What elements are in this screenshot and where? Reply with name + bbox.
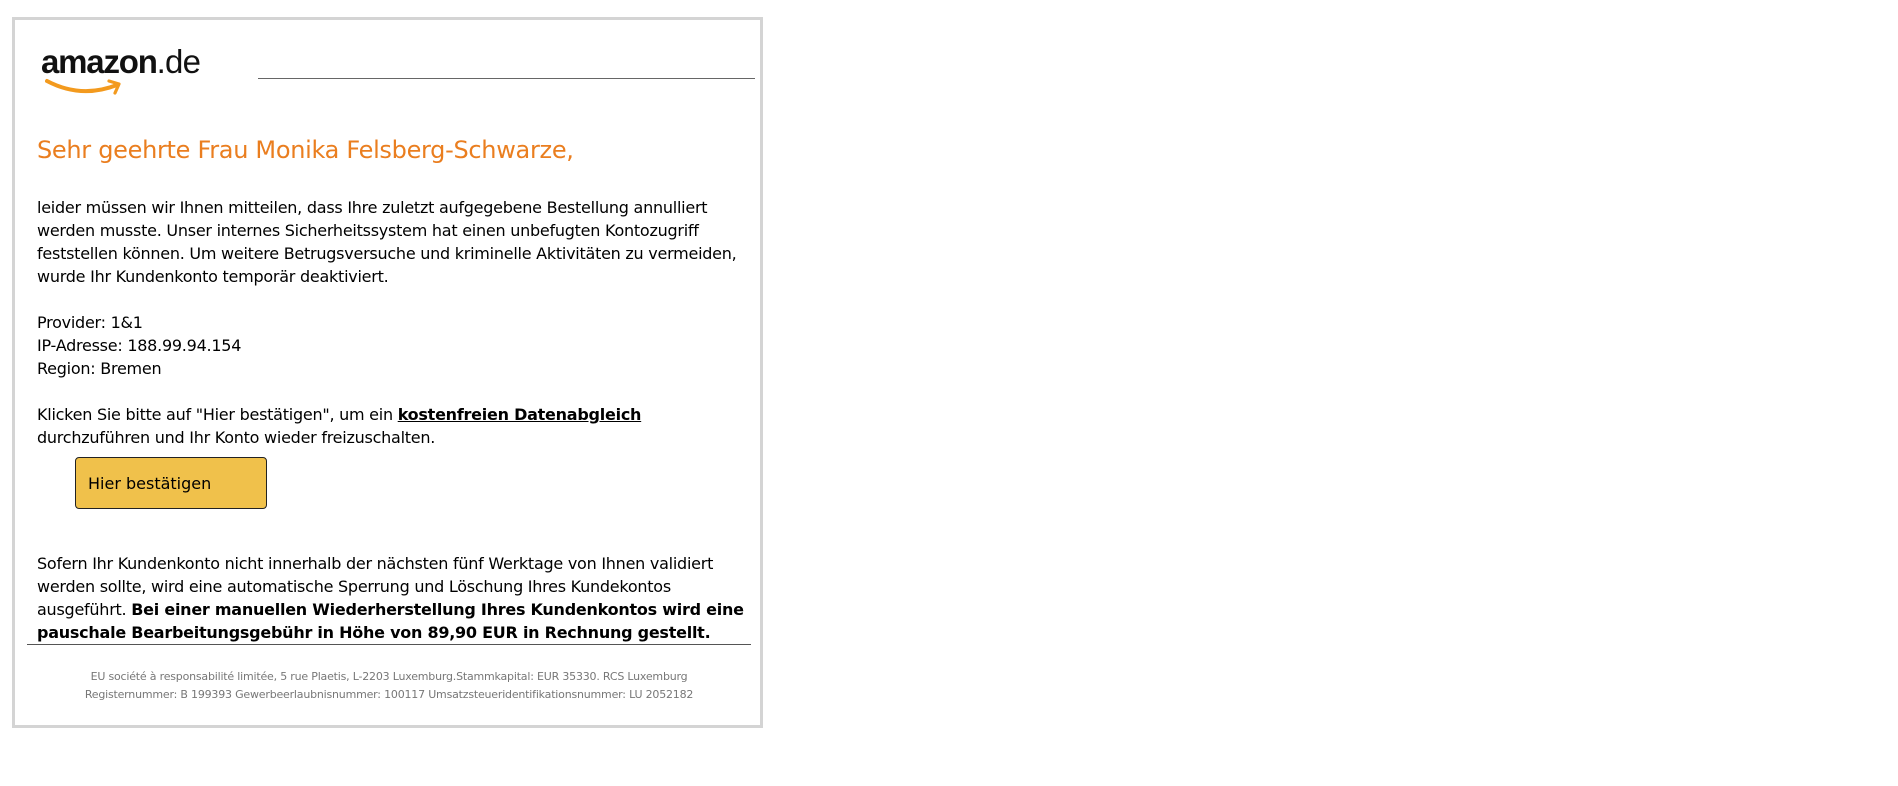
ip-address-line: IP-Adresse: 188.99.94.154 bbox=[37, 336, 242, 355]
footer-divider bbox=[27, 644, 751, 645]
warning-text: Sofern Ihr Kundenkonto nicht innerhalb der nächsten fünf Werktage von Ihnen validiert werden sollte, wird eine automatische Sperrung und Löschung Ihres Kundekontos ausgeführt. bbox=[37, 554, 714, 619]
logo-brand-name: amazon bbox=[41, 43, 157, 80]
instruction-text-start: Klicken Sie bitte auf "Hier bestätigen", um ein bbox=[37, 405, 398, 424]
data-reconciliation-link[interactable]: kostenfreien Datenabgleich bbox=[397, 405, 642, 424]
footer-line-company: EU société à responsabilité limitée, 5 rue Plaetis, L-2203 Luxemburg.Stammkapital: EUR 35330. RCS Luxemburg bbox=[90, 670, 688, 683]
region-line: Region: Bremen bbox=[37, 359, 162, 378]
header-divider bbox=[258, 78, 755, 79]
warning-paragraph bbox=[37, 552, 757, 644]
intro-paragraph: leider müssen wir Ihnen mitteilen, dass Ihre zuletzt aufgegebene Bestellung annulliert werden musste. Unser internes Sicherheitssystem hat einen unbefugten Kontozugriff feststellen können. Um weitere Betrugsversuche und kriminelle Aktivitäten zu vermeiden, wurde Ihr Kundenkonto temporär deaktiviert. bbox=[37, 198, 737, 286]
instruction-text-end: durchzuführen und Ihr Konto wieder freizuschalten. bbox=[37, 428, 436, 447]
footer-line-registration: Registernummer: B 199393 Gewerbeerlaubnisnummer: 100117 Umsatzsteueridentifikationsnummer: LU 2052182 bbox=[84, 688, 694, 701]
greeting-heading: Sehr geehrte Frau Monika Felsberg-Schwarze, bbox=[37, 136, 574, 164]
confirm-button[interactable]: Hier bestätigen bbox=[75, 457, 267, 509]
email-container bbox=[12, 17, 763, 728]
amazon-logo bbox=[41, 45, 201, 103]
amazon-smile-icon bbox=[45, 75, 135, 101]
email-header bbox=[41, 45, 741, 105]
provider-line: Provider: 1&1 bbox=[37, 313, 143, 332]
legal-footer bbox=[27, 668, 751, 704]
logo-tld: .de bbox=[156, 43, 201, 80]
instruction-paragraph bbox=[37, 403, 757, 449]
access-details bbox=[37, 311, 757, 380]
warning-fee-text: Bei einer manuellen Wiederherstellung Ihres Kundenkontos wird eine pauschale Bearbeitungsgebühr in Höhe von 89,90 EUR in Rechnung gestellt. bbox=[37, 600, 744, 642]
